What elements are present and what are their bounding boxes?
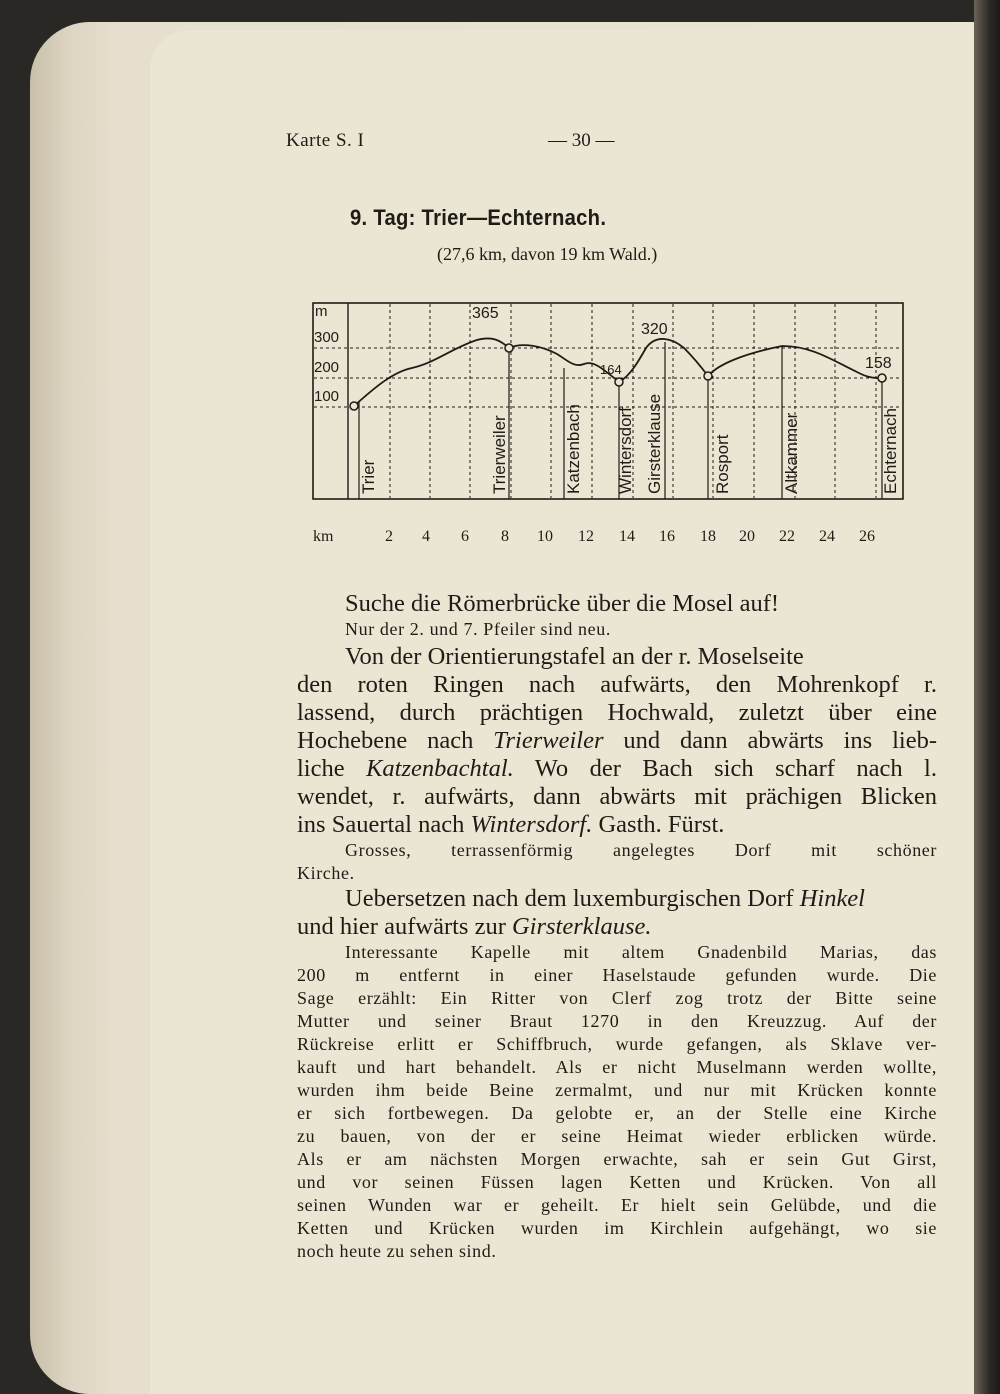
legend-line: 200 m entfernt in einer Haselstaude gefunden wurde. Die	[297, 965, 937, 985]
note-legend	[297, 941, 937, 1263]
km-tick-16: 16	[659, 528, 675, 545]
km-tick-18: 18	[700, 528, 716, 545]
route-line-4-end: und dann abwärts ins lieb-	[623, 727, 937, 754]
uebersetzen-line-1	[297, 885, 937, 913]
legend-line: Interessante Kapelle mit altem Gnadenbild Marias, das	[345, 942, 937, 962]
note-wintersdorf-line-2: Kirche.	[297, 863, 355, 883]
peak-320: 320	[641, 321, 668, 338]
km-tick-10: 10	[537, 528, 553, 545]
y-axis-unit: m	[315, 303, 328, 320]
peak-labels	[472, 305, 892, 377]
route-line-7-end: Gasth. Fürst.	[598, 811, 725, 838]
peak-164: 164	[600, 362, 622, 377]
uebersetzen-line-2-start: und hier aufwärts zur	[297, 913, 506, 940]
map-reference: Karte S. I	[286, 130, 365, 151]
route-line-1: Von der Orientierungstafel an der r. Moselseite	[345, 643, 804, 670]
legend-line: kauft und hart behandelt. Als er nicht Muselmann werden wollte,	[297, 1057, 937, 1077]
legend-line: Als er am nächsten Morgen erwachte, sah er sein Gut Girst,	[297, 1149, 937, 1169]
km-tick-8: 8	[501, 528, 509, 545]
legend-line: und vor seinen Füssen lagen Ketten und Krücken. Von all	[297, 1172, 937, 1192]
place-labels	[359, 394, 900, 494]
km-tick-4: 4	[422, 528, 430, 545]
legend-line: Mutter und seiner Braut 1270 in den Kreuzzug. Auf der	[297, 1011, 937, 1031]
peak-365: 365	[472, 305, 499, 322]
elevation-profile	[312, 302, 904, 500]
adjacent-page-edge	[974, 0, 1000, 1394]
place-echternach: Echternach	[881, 408, 900, 494]
km-tick-14: 14	[619, 528, 635, 545]
km-tick-26: 26	[859, 528, 875, 545]
legend-line: seinen Wunden war er geheilt. Er hielt sein Gelübde, und die	[297, 1195, 937, 1215]
place-name-katzenbachtal: Katzenbachtal.	[366, 755, 514, 782]
y-tick-200: 200	[314, 359, 340, 376]
y-axis-labels	[314, 303, 339, 405]
note-wintersdorf-line-1: Grosses, terrassenförmig angelegtes Dorf mit schöner	[345, 840, 937, 860]
route-line-4-start: Hochebene nach	[297, 727, 474, 754]
place-rosport: Rosport	[713, 434, 732, 494]
body-text	[297, 590, 937, 1263]
route-line-3: lassend, durch prächtigen Hochwald, zuletzt über eine	[297, 699, 937, 726]
place-name-girsterklause: Girsterklause.	[511, 913, 652, 940]
uebersetzen-line-2	[297, 913, 937, 941]
legend-line: Ketten und Krücken wurden im Kirchlein aufgehängt, wo sie	[297, 1218, 937, 1238]
paragraph-roemerbruecke: Suche die Römerbrücke über die Mosel auf!	[345, 590, 780, 617]
km-tick-12: 12	[578, 528, 594, 545]
km-tick-2: 2	[385, 528, 393, 545]
route-line-5-end: Wo der Bach sich scharf nach l.	[534, 755, 937, 782]
route-line-5	[297, 755, 937, 783]
km-tick-20: 20	[739, 528, 755, 545]
place-name-wintersdorf: Wintersdorf.	[470, 811, 593, 838]
paragraph-route	[297, 643, 937, 839]
place-name-hinkel: Hinkel	[799, 885, 865, 912]
place-wintersdorf: Wintersdorf	[616, 407, 635, 494]
km-label: km	[313, 528, 334, 545]
peak-158: 158	[865, 355, 892, 372]
route-line-6: wendet, r. aufwärts, dann abwärts mit prächigen Blicken	[297, 783, 937, 810]
place-altkammer: Altkammer	[782, 412, 801, 494]
legend-line: er sich fortbewegen. Da gelobte er, an der Stelle eine Kirche	[297, 1103, 937, 1123]
uebersetzen-line-1-start: Uebersetzen nach dem luxemburgischen Dorf	[345, 885, 794, 912]
route-line-7-start: ins Sauertal nach	[297, 811, 465, 838]
route-line-2: den roten Ringen nach aufwärts, den Mohrenkopf r.	[297, 671, 937, 698]
route-line-4	[297, 727, 937, 755]
km-tick-6: 6	[461, 528, 469, 545]
horizontal-gridlines	[314, 348, 902, 407]
chapter-title: 9. Tag: Trier—Echternach.	[350, 205, 607, 230]
place-girsterklause: Girsterklause	[645, 393, 664, 494]
y-tick-300: 300	[314, 329, 340, 346]
page-number: — 30 —	[548, 130, 615, 151]
note-wintersdorf	[297, 839, 937, 885]
legend-line: Rückreise erlitt er Schiffbruch, wurde gefangen, als Sklave ver-	[297, 1034, 937, 1054]
paragraph-uebersetzen	[297, 885, 937, 941]
y-tick-100: 100	[314, 388, 340, 405]
profile-frame	[313, 303, 903, 499]
route-line-7	[297, 811, 937, 839]
place-trier: Trier	[359, 459, 378, 494]
km-tick-24: 24	[819, 528, 835, 545]
legend-line: Sage erzählt: Ein Ritter von Clerf zog trotz der Bitte seine	[297, 988, 937, 1008]
running-header	[286, 130, 666, 160]
route-line-5-start: liche	[297, 755, 345, 782]
place-katzenbach: Katzenbach	[564, 404, 583, 494]
note-pfeiler: Nur der 2. und 7. Pfeiler sind neu.	[345, 619, 611, 639]
legend-line: noch heute zu sehen sind.	[297, 1241, 497, 1261]
km-scale	[313, 528, 883, 550]
place-name-trierweiler: Trierweiler	[493, 727, 604, 754]
chapter-subtitle: (27,6 km, davon 19 km Wald.)	[437, 244, 658, 264]
km-tick-22: 22	[779, 528, 795, 545]
place-trierweiler: Trierweiler	[490, 415, 509, 494]
legend-line: wurden ihm beide Beine zermalmt, und nur mit Krücken konnte	[297, 1080, 937, 1100]
legend-line: zu bauen, von der er seine Heimat wieder erblicken würde.	[297, 1126, 937, 1146]
